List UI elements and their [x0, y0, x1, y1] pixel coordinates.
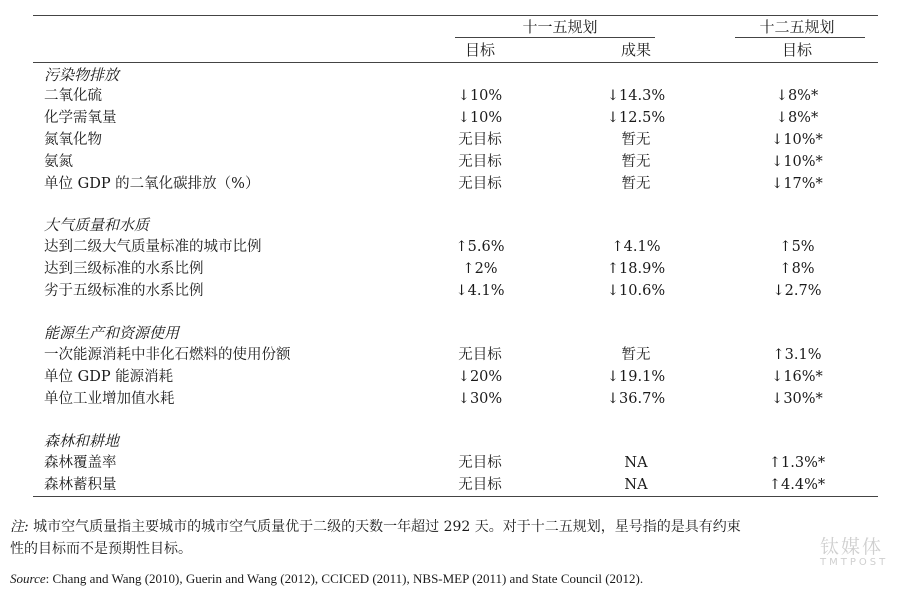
cell-result: ↑4.1%: [611, 239, 661, 255]
cell-plan12: ↑4.4%*: [768, 477, 826, 493]
header-result-11: 成果: [620, 41, 651, 59]
cell-result: 暂无: [621, 154, 651, 170]
cell-result: 暂无: [621, 132, 651, 148]
header-bottom-rule: [33, 62, 878, 63]
cell-result: ↓19.1%: [606, 369, 666, 385]
row-label: 氮氧化物: [44, 132, 102, 148]
cell-target: ↓4.1%: [455, 283, 505, 299]
header-plan-12: 十二五规划: [759, 18, 835, 36]
row-label: 一次能源消耗中非化石燃料的使用份额: [44, 347, 291, 363]
section-title: 污染物排放: [44, 66, 120, 84]
table-note-cont: [10, 538, 192, 560]
cell-plan12: ↓16%*: [771, 369, 823, 385]
header-target-12: 目标: [781, 41, 812, 59]
watermark-line-1: 钛媒体: [820, 536, 884, 558]
cell-plan12: ↓10%*: [771, 132, 823, 148]
cell-target: ↑5.6%: [455, 239, 505, 255]
section-title: 森林和耕地: [44, 432, 120, 450]
cell-target: 无目标: [458, 176, 502, 192]
cell-plan12: ↓17%*: [771, 176, 823, 192]
source-text: : Chang and Wang (2010), Guerin and Wang (2012), CCICED (2011), NBS-MEP (2011) and State Council (2012).: [45, 571, 644, 586]
cell-result: ↓14.3%: [606, 88, 666, 104]
cell-result: NA: [624, 455, 648, 471]
header-plan-11: 十一五规划: [522, 18, 598, 36]
cell-target: 无目标: [458, 132, 502, 148]
source-citation: [10, 570, 643, 588]
row-label: 森林蓄积量: [44, 477, 117, 493]
cell-target: ↓30%: [457, 391, 503, 407]
cell-result: ↓36.7%: [606, 391, 666, 407]
cell-target: ↓10%: [457, 88, 503, 104]
cell-result: 暂无: [621, 176, 651, 192]
note-line-1: 城市空气质量指主要城市的城市空气质量优于二级的天数一年超过 292 天。对于十二五规划，星号指的是具有约束: [33, 519, 741, 535]
cell-target: 无目标: [458, 455, 502, 471]
row-label: 氨氮: [44, 154, 73, 170]
cell-plan12: ↑3.1%: [772, 347, 822, 363]
row-label: 二氧化硫: [44, 88, 102, 104]
row-label: 单位 GDP 的二氧化碳排放（%）: [44, 176, 260, 192]
table-bottom-rule: [33, 496, 878, 497]
row-label: 劣于五级标准的水系比例: [44, 283, 204, 299]
cell-target: ↓10%: [457, 110, 503, 126]
row-label: 森林覆盖率: [44, 455, 117, 471]
cell-result: ↓10.6%: [606, 283, 666, 299]
cell-target: 无目标: [458, 347, 502, 363]
row-label: 化学需氧量: [44, 110, 117, 126]
cell-plan12: ↓8%*: [775, 88, 819, 104]
cell-result: 暂无: [621, 347, 651, 363]
cell-target: 无目标: [458, 154, 502, 170]
table-top-rule: [33, 15, 878, 16]
header-target-11: 目标: [464, 41, 495, 59]
header-group-rule: [455, 37, 655, 38]
cell-plan12: ↓8%*: [775, 110, 819, 126]
cell-target: 无目标: [458, 477, 502, 493]
row-label: 单位工业增加值水耗: [44, 391, 175, 407]
cell-plan12: ↑5%: [779, 239, 815, 255]
cell-target: ↓20%: [457, 369, 503, 385]
cell-result: NA: [624, 477, 648, 493]
cell-plan12: ↓30%*: [771, 391, 823, 407]
cell-plan12: ↑8%: [779, 261, 815, 277]
header-group-rule-2: [735, 37, 865, 38]
cell-plan12: ↓2.7%: [772, 283, 822, 299]
section-title: 大气质量和水质: [44, 216, 150, 234]
watermark-line-2: TMTPOST: [820, 557, 889, 568]
row-label: 达到二级大气质量标准的城市比例: [44, 239, 262, 255]
watermark-logo: [820, 532, 888, 568]
note-prefix: 注:: [10, 519, 29, 535]
cell-plan12: ↓10%*: [771, 154, 823, 170]
cell-result: ↑18.9%: [606, 261, 666, 277]
row-label: 单位 GDP 能源消耗: [44, 369, 174, 385]
section-title: 能源生产和资源使用: [44, 324, 180, 342]
note-line-2: 性的目标而不是预期性目标。: [10, 541, 192, 557]
cell-target: ↑2%: [462, 261, 498, 277]
table-note: [10, 516, 741, 538]
source-prefix: Source: [10, 571, 46, 586]
cell-plan12: ↑1.3%*: [768, 455, 826, 471]
cell-result: ↓12.5%: [606, 110, 666, 126]
row-label: 达到三级标准的水系比例: [44, 261, 204, 277]
